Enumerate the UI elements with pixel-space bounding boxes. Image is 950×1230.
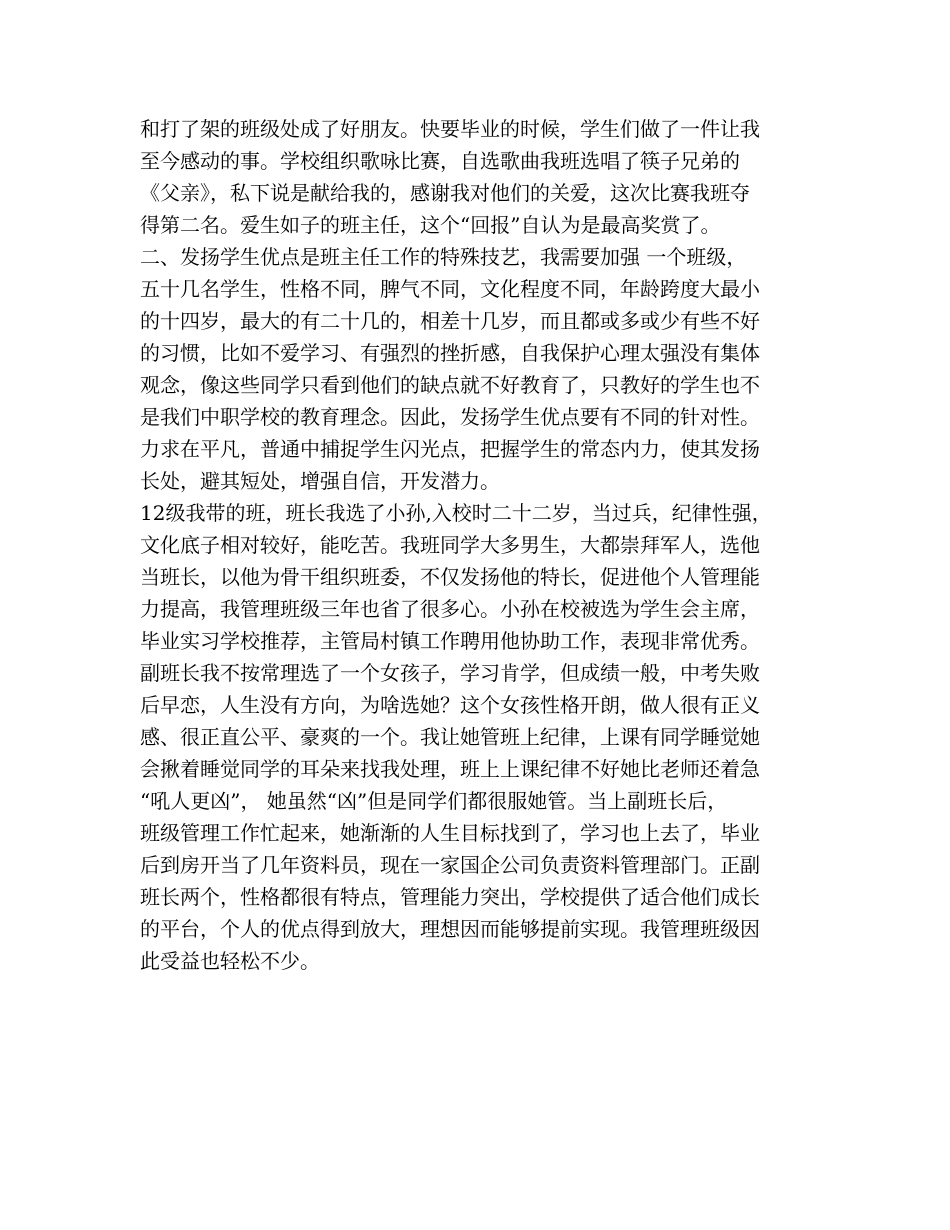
text-line: 的十四岁，最大的有二十几的，相差十几岁，而且都或多或少有些不好	[140, 309, 760, 333]
text-line: 长处，避其短处，增强自信，开发潜力。	[140, 469, 500, 493]
text-line: 后到房开当了几年资料员，现在一家国企公司负责资料管理部门。正副	[140, 853, 760, 877]
paragraph-3	[140, 497, 830, 977]
text-line: 和打了架的班级处成了好朋友。快要毕业的时候，学生们做了一件让我	[140, 117, 760, 141]
text-line: 的习惯，比如不爱学习、有强烈的挫折感，自我保护心理太强没有集体	[140, 341, 760, 365]
text-line: 至今感动的事。学校组织歌咏比赛，自选歌曲我班选唱了筷子兄弟的	[140, 149, 740, 173]
text-line: 后早恋，人生没有方向，为啥选她？这个女孩性格开朗，做人很有正义	[140, 693, 760, 717]
text-line: 《父亲》，私下说是献给我的，感谢我对他们的关爱，这次比赛我班夺	[140, 181, 750, 205]
text-line: 副班长我不按常理选了一个女孩子，学习肯学，但成绩一般，中考失败	[140, 661, 760, 685]
text-line: 观念，像这些同学只看到他们的缺点就不好教育了，只教好的学生也不	[140, 373, 760, 397]
text-line: 力求在平凡，普通中捕捉学生闪光点，把握学生的常态内力，使其发扬	[140, 437, 760, 461]
text-line: 12级我带的班，班长我选了小孙,入校时二十二岁，当过兵，纪律性强，	[140, 501, 772, 525]
text-line: 毕业实习学校推荐，主管局村镇工作聘用他协助工作，表现非常优秀。	[140, 629, 760, 653]
text-line: 文化底子相对较好，能吃苦。我班同学大多男生，大都崇拜军人，选他	[140, 533, 760, 557]
text-line: 是我们中职学校的教育理念。因此，发扬学生优点要有不同的针对性。	[140, 405, 760, 429]
text-line: 当班长，以他为骨干组织班委，不仅发扬他的特长，促进他个人管理能	[140, 565, 760, 589]
text-line: 得第二名。爱生如子的班主任，这个“回报”自认为是最高奖赏了。	[140, 213, 721, 237]
text-line: 此受益也轻松不少。	[140, 949, 320, 973]
text-line: 班级管理工作忙起来，她渐渐的人生目标找到了，学习也上去了，毕业	[140, 821, 760, 845]
paragraph-2	[140, 241, 830, 497]
document-body	[140, 113, 830, 977]
text-line: 力提高，我管理班级三年也省了很多心。小孙在校被选为学生会主席，	[140, 597, 760, 621]
text-line: 五十几名学生，性格不同，脾气不同，文化程度不同，年龄跨度大最小	[140, 277, 760, 301]
text-line: 二、发扬学生优点是班主任工作的特殊技艺，我需要加强 一个班级，	[140, 245, 747, 269]
text-line: 的平台，个人的优点得到放大，理想因而能够提前实现。我管理班级因	[140, 917, 760, 941]
text-line: 班长两个，性格都很有特点，管理能力突出，学校提供了适合他们成长	[140, 885, 760, 909]
text-line: 感、很正直公平、豪爽的一个。我让她管班上纪律，上课有同学睡觉她	[140, 725, 760, 749]
paragraph-1	[140, 113, 830, 241]
text-line: “吼人更凶”， 她虽然“凶”但是同学们都很服她管。当上副班长后，	[140, 789, 728, 813]
text-line: 会揪着睡觉同学的耳朵来找我处理，班上上课纪律不好她比老师还着急	[140, 757, 760, 781]
